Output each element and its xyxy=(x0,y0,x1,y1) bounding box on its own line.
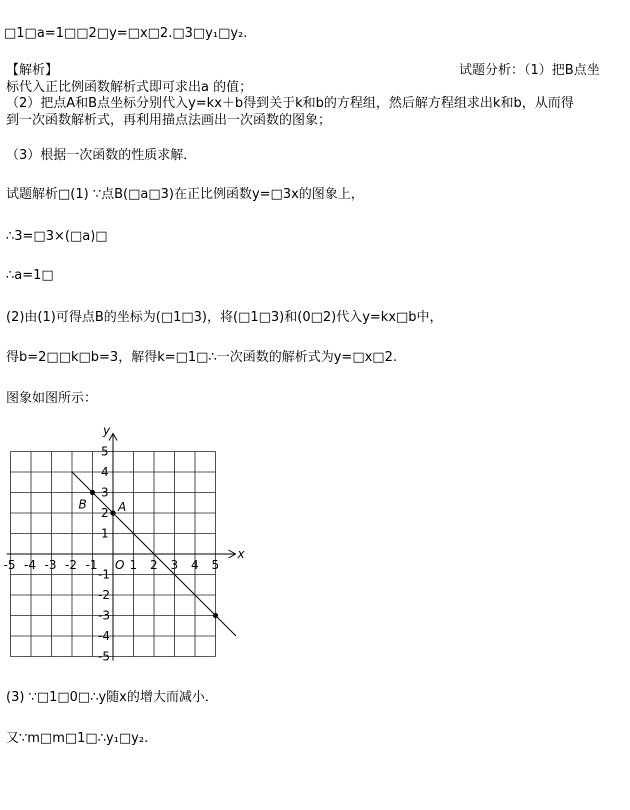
solution-line-1: 试题解析□(1) ∵点B(□a□3)在正比例函数y=□3x的图象上， xyxy=(6,187,364,202)
point-label-a: A xyxy=(118,500,127,514)
y-tick-label: 5 xyxy=(101,444,109,459)
y-tick-label: 1 xyxy=(101,526,109,541)
y-tick-label: 4 xyxy=(101,465,109,479)
analysis-line-2: （2）把点A和B点坐标分别代入y=kx＋b得到关于k和b的方程组，然后解方程组求出k和b，从而得 xyxy=(6,96,574,111)
x-tick-label: 5 xyxy=(211,558,220,572)
y-tick-label: -5 xyxy=(98,649,110,664)
analysis-heading: 【解析】 xyxy=(6,63,59,78)
point-marker xyxy=(110,510,115,515)
y-tick-label: -1 xyxy=(98,567,110,582)
solution-line-5: 得b=2□□k□b=3，解得k=□1□∴一次函数的解析式为y=□x□2. xyxy=(6,350,397,365)
y-axis-label: y xyxy=(103,425,111,438)
answer-summary: □1□a=1□□2□y=□x□2.□3□y₁□y₂. xyxy=(4,26,248,41)
solution-line-6: (3) ∵□1□0□∴y随x的增大而减小． xyxy=(6,690,218,705)
x-tick-label: 3 xyxy=(170,558,179,572)
point-marker xyxy=(90,490,95,495)
analysis-line-3: 到一次函数解析式，再利用描点法画出一次函数的图象； xyxy=(6,113,332,128)
solution-line-3: ∴a=1□ xyxy=(6,268,54,283)
point-label-b: B xyxy=(78,497,87,512)
x-tick-label: 2 xyxy=(150,558,158,572)
analysis-intro: 试题分析：（1）把B点坐 xyxy=(459,63,600,78)
analysis-line-4: （3）根据一次函数的性质求解． xyxy=(6,148,197,163)
x-tick-label: -4 xyxy=(24,558,36,572)
y-tick-label: 3 xyxy=(101,485,109,500)
x-tick-label: -1 xyxy=(85,558,98,572)
graph-caption: 图象如图所示： xyxy=(6,391,98,406)
solution-line-2: ∴3=□3×(□a)□ xyxy=(6,229,108,244)
solution-line-7: 又∵m□m□1□∴y₁□y₂. xyxy=(6,731,149,746)
origin-label: O xyxy=(115,558,125,572)
solution-line-4: (2)由(1)可得点B的坐标为(□1□3)，将(□1□3)和(0□2)代入y=kx□b中， xyxy=(6,310,443,325)
x-axis-label: x xyxy=(237,547,245,561)
point-marker xyxy=(213,613,218,618)
y-tick-label: -4 xyxy=(98,629,110,643)
function-graph xyxy=(0,425,260,675)
analysis-line-1: 标代入正比例函数解析式即可求出a 的值； xyxy=(6,80,253,95)
y-tick-label: 2 xyxy=(101,506,109,520)
x-tick-label: -5 xyxy=(3,558,16,572)
x-tick-label: -2 xyxy=(65,558,77,572)
x-tick-label: 4 xyxy=(191,558,199,572)
y-tick-label: -3 xyxy=(98,608,110,623)
x-tick-label: -3 xyxy=(44,558,57,572)
x-tick-label: 1 xyxy=(129,558,138,572)
y-tick-label: -2 xyxy=(98,588,110,602)
